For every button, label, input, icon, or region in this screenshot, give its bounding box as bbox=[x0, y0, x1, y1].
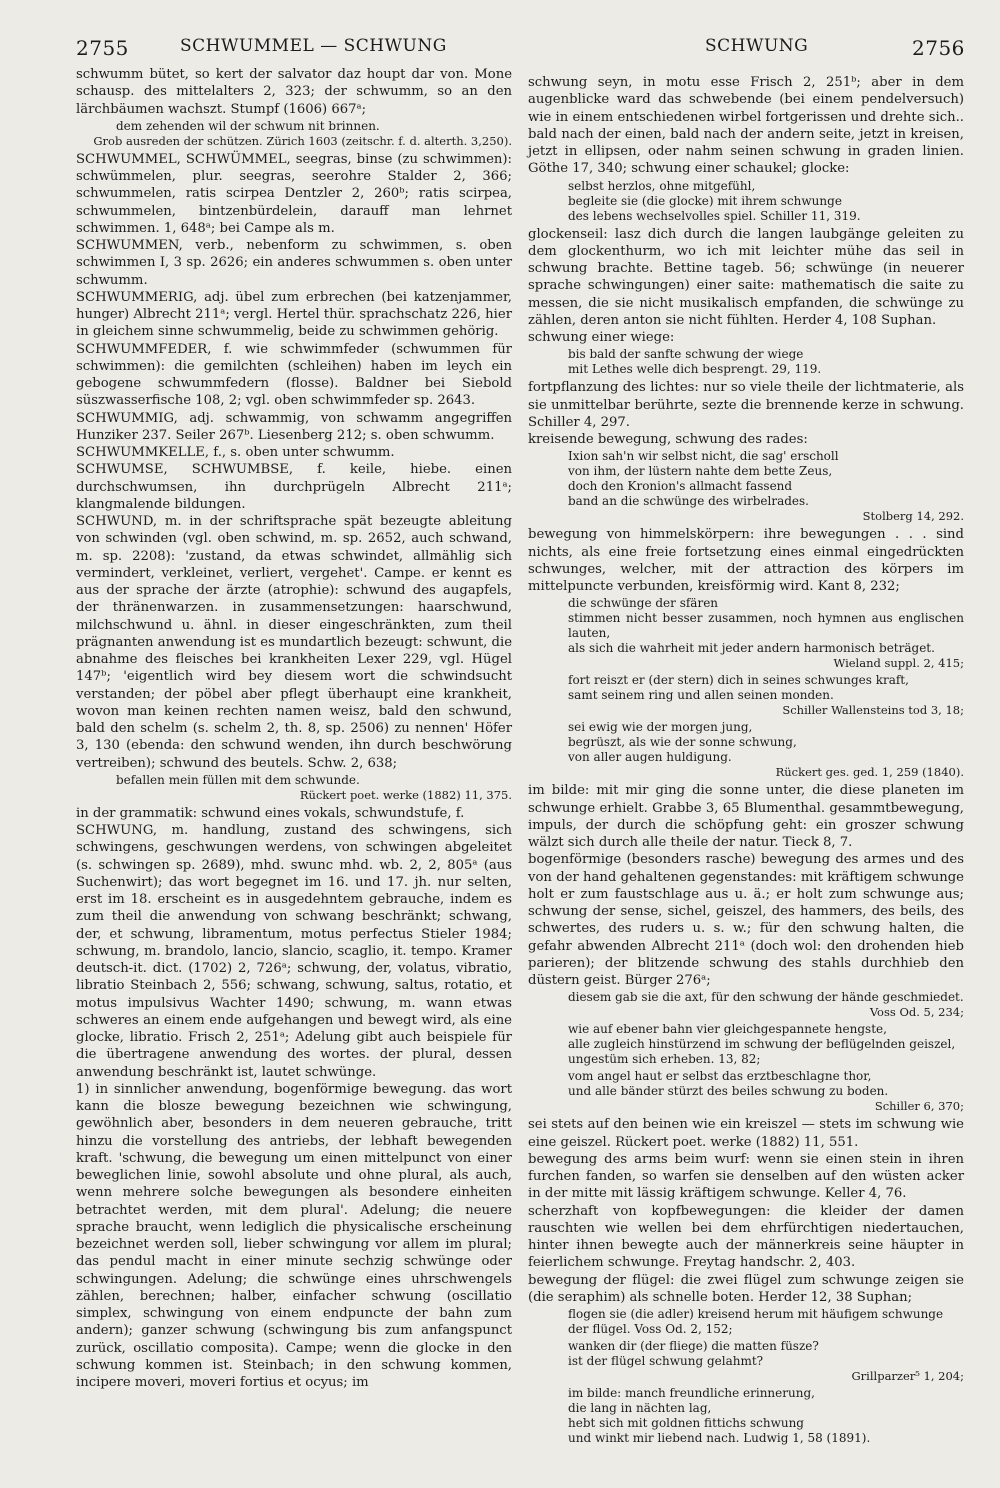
quotation bbox=[528, 673, 964, 718]
quotation-source: Rückert ges. ged. 1, 259 (1840). bbox=[775, 765, 964, 780]
quotation bbox=[76, 119, 512, 149]
quotation-source: Voss Od. 5, 234; bbox=[869, 1005, 964, 1020]
quotation bbox=[76, 773, 512, 803]
quotation bbox=[528, 347, 964, 377]
quotation-line: doch den Kronion's allmacht fassend bbox=[568, 479, 793, 494]
quotation-source: Schiller Wallensteins tod 3, 18; bbox=[782, 703, 964, 718]
quotation-source: Wieland suppl. 2, 415; bbox=[833, 656, 964, 671]
quotation-line: befallen mein füllen mit dem schwunde. bbox=[116, 772, 360, 787]
left-running-head: SCHWUMMEL — SCHWUNG bbox=[180, 36, 447, 56]
quotation-line: Ixion sah'n wir selbst nicht, die sag' erscholl bbox=[568, 449, 839, 464]
quotation-line: hebt sich mit goldnen fittichs schwung bbox=[568, 1416, 804, 1430]
text-paragraph: sei stets auf den beinen wie ein kreiszel — stets im schwung wie eine geiszel. Rückert poet. werke (1882) 11, 551. bbox=[528, 1117, 964, 1150]
right-running-head: SCHWUNG bbox=[705, 36, 809, 56]
quotation-line: und winkt mir liebend nach. Ludwig 1, 58 (1891). bbox=[568, 1431, 871, 1445]
quotation bbox=[528, 990, 964, 1020]
quotation-line: stimmen nicht besser zusammen, noch hymnen aus englischen lauten, bbox=[568, 611, 964, 641]
entry-paragraph: SCHWUND, m. in der schriftsprache spät bezeugte ableitung von schwinden (vgl. oben schwind, m. sp. 2652, auch schwand, m. sp. 2208): 'zustand, da etwas schwindet, allmählig sich vermindert, verkleinet, verliert, vergehet'. Campe. er kennt es aus der sprache der ärzte (atrophie): schwund des augapfels, der thränenwarzen. in zusammensetzungen: haarschwund, milchschwund u. ähnl. in dieser eingeschränkten, zum theil prägnanten anwendung ist es mundartlich bezeugt: schwunt, die abnahme des fleisches bei krankheiten Lexer 229, vgl. Hügel 147ᵇ; 'eigentlich wird bey diesem wort die schwindsucht verstanden; der pöbel aber pflegt überhaupt eine krankheit, wovon man keinen rechten namen weisz, bald den schwund, bald den schelm (s. schelm 2, th. 8, sp. 2506) zu nennen' Höfer 3, 130 (ebenda: den schwund wenden, ihn durch beschwörung vertreiben); schwund des beutels. Schw. 2, 638; bbox=[76, 514, 512, 771]
text-paragraph: bogenförmige (besonders rasche) bewegung des armes und des von der hand gehaltenen gegenstandes: mit kräftigem schwunge holt er zum faustschlage aus u. ä.; er holt zum schwunge aus; schwung der sense, sichel, geiszel, des hammers, des beils, des schwertes, des ruders u. s. w.; für den schwung halten, die gefahr abwenden Albrecht 211ᵃ (doch wol: den drohenden hieb parieren); der blitzende schwung des stahls durchhieb den düstern geist. Bürger 276ᵃ; bbox=[528, 852, 964, 988]
quotation bbox=[528, 596, 964, 671]
quotation-line: selbst herzlos, ohne mitgefühl, bbox=[568, 178, 756, 193]
quotation-line: begrüszt, als wie der sonne schwung, bbox=[568, 735, 797, 750]
quotation-line: diesem gab sie die axt, für den schwung der hände geschmiedet. bbox=[568, 990, 964, 1005]
entry-paragraph: SCHWUNG, m. handlung, zustand des schwingens, sich schwingens, geschwungen werdens, von schwingen abgeleitet (s. schwingen sp. 2689), mhd. swunc mhd. wb. 2, 2, 805ᵃ (aus Suchenwirt); das wort begegnet im 16. und 17. jh. nur selten, erst im 18. erscheint es in ausgedehntem gebrauche, indem es zum theil die anwendung von schwang beschränkt; schwang, der, et schwung, libramentum, motus perfectus Stieler 1984; schwung, m. brandolo, lancio, slancio, scaglio, it. tempo. Kramer deutsch-it. dict. (1702) 2, 726ᵃ; schwung, der, volatus, vibratio, libratio Steinbach 2, 556; schwang, schwung, saltus, rotatio, et motus impulsivus Wachter 1490; schwung, m. wann etwas schweres an einem ende aufgehangen und bewegt wird, als eine glocke, libratio. Frisch 2, 251ᵃ; Adelung gibt auch beispiele für die übertragene anwendung des wortes. der plural, dessen anwendung beschränkt ist, lautet schwünge. bbox=[76, 823, 512, 1080]
right-column bbox=[528, 74, 964, 1448]
text-paragraph: bewegung des arms beim wurf: wenn sie einen stein in ihren furchen fanden, so warfen sie denselben auf den wüsten acker in der mitte mit lässig kräftigem schwunge. Keller 4, 76. bbox=[528, 1151, 964, 1202]
text-paragraph: schwumm bütet, so kert der salvator daz houpt dar von. Mone schausp. des mittelalters 2, 323; der schwumm, so an den lärchbäumen wachszt. Stumpf (1606) 667ᵃ; bbox=[76, 67, 512, 117]
entry-paragraph: SCHWUMMFEDER, f. wie schwimmfeder (schwummen für schwimmen): die gemilchten (schleihen) haben im leych ein gebogene schwummfedern (flosse). Baldner bei Siebold süszwasserfische 108, 2; vgl. oben schwimmfeder sp. 2643. bbox=[76, 341, 512, 409]
quotation bbox=[528, 1069, 964, 1114]
quotation-line: mit Lethes welle dich besprengt. 29, 119. bbox=[568, 362, 822, 377]
quotation-line: von ihm, der lüstern nahte dem bette Zeus, bbox=[568, 464, 833, 479]
quotation-line: ungestüm sich erheben. 13, 82; bbox=[568, 1052, 761, 1067]
quotation-line: als sich die wahrheit mit jeder andern harmonisch beträget. bbox=[568, 641, 935, 656]
quotation-source: Rückert poet. werke (1882) 11, 375. bbox=[299, 787, 512, 802]
quotation-line: vom angel haut er selbst das erztbeschlagne thor, bbox=[568, 1069, 872, 1084]
text-paragraph: schwung seyn, in motu esse Frisch 2, 251ᵇ; aber in dem augenblicke ward das schwebende (bei einem pendelversuch) wie in einem entschiedenen wirbel fortgerissen und drehte sich.. bald nach der einen, bald nach der andern seite, jetzt in kreisen, jetzt in ellipsen, oder nahm seinen schwung in graden linien. Göthe 17, 340; schwung einer schaukel; glocke: bbox=[528, 75, 964, 177]
text-paragraph: in der grammatik: schwund eines vokals, schwundstufe, f. bbox=[76, 805, 465, 821]
quotation-line: ist der flügel schwung gelahmt? bbox=[568, 1354, 764, 1368]
quotation-line: und alle bänder stürzt des beiles schwung zu boden. bbox=[568, 1084, 889, 1099]
quotation-line: wanken dir (der fliege) die matten füsze? bbox=[568, 1339, 819, 1353]
entry-paragraph: SCHWUMMKELLE, f., s. oben unter schwumm. bbox=[76, 445, 395, 460]
quotation-line: dem zehenden wil der schwum nit brinnen. bbox=[116, 118, 380, 133]
quotation-line: im bilde: manch freundliche erinnerung, bbox=[568, 1386, 815, 1400]
quotation-source: Stolberg 14, 292. bbox=[862, 509, 964, 524]
quotation-line: flogen sie (die adler) kreisend herum mit häufigem schwunge bbox=[568, 1307, 944, 1321]
entry-paragraph: SCHWUMSE, SCHWUMBSE, f. keile, hiebe. einen durchschwumsen, ihn durchprügeln Albrecht 211ᵃ; klangmalende bildungen. bbox=[76, 462, 512, 512]
quotation-source: Grob ausreden der schützen. Zürich 1603 (zeitschr. f. d. alterth. 3,250). bbox=[93, 133, 512, 148]
quotation-line: band an die schwünge des wirbelrades. bbox=[568, 494, 809, 509]
quotation bbox=[528, 1022, 964, 1067]
text-paragraph: 1) in sinnlicher anwendung, bogenförmige bewegung. das wort kann die blosze bewegung bezeichnen wie schwingung, gewöhnlich aber, besonders in dem neueren gebrauche, tritt hinzu die vorstellung des antriebs, der lebhaft bewegenden kraft. 'schwung, die bewegung um einen mittelpunct von einer beweglichen linie, sowohl absolute und ohne plural, als auch, wenn mehrere solche bewegungen als besondere einheiten betrachtet werden, mit dem plural'. Adelung; die neuere sprache braucht, wenn lediglich die physicalische erscheinung bezeichnet werden soll, lieber schwingung vor allem im plural; das pendul macht in einer minute sechzig schwünge oder schwingungen. Adelung; die schwünge eines uhrschwengels zählen, berechnen; halber, einfacher schwung (oscillatio simplex, schwingung von einem endpuncte der bahn zum andern); ganzer schwung (schwingung bis zum anfangspunct zurück, oscillatio composita). Campe; wenn die glocke in den schwung kommen ist. Steinbach; in den schwung kommen, incipere moveri, moveri fortius et ocyus; im bbox=[76, 1081, 512, 1390]
quotation bbox=[528, 720, 964, 780]
quotation bbox=[528, 449, 964, 524]
text-paragraph: bewegung von himmelskörpern: ihre bewegungen . . . sind nichts, als eine freie fortsetzung eines einmal eingedrückten schwunges, welcher, mit der attraction des körpers im mittelpuncte verbunden, kreisförmig wird. Kant 8, 232; bbox=[528, 527, 964, 594]
text-paragraph: scherzhaft von kopfbewegungen: die kleider der damen rauschten wie wellen bei dem ehrfürchtigen niedertauchen, hinter ihnen bewegte auch der männerkreis seine häupter in feierlichem schwunge. Freytag handschr. 2, 403. bbox=[528, 1203, 964, 1271]
quotation-line: alle zugleich hinstürzend im schwung der beflügelnden geiszel, bbox=[568, 1037, 956, 1052]
quotation bbox=[528, 1307, 964, 1337]
quotation-line: von aller augen huldigung. bbox=[568, 750, 732, 765]
text-paragraph: kreisende bewegung, schwung des rades: bbox=[528, 432, 808, 447]
quotation bbox=[528, 1386, 964, 1446]
text-paragraph: bewegung der flügel: die zwei flügel zum schwunge zeigen sie (die seraphim) als schnelle boten. Herder 12, 38 Suphan; bbox=[528, 1272, 964, 1305]
quotation-source: Grillparzer⁵ 1, 204; bbox=[851, 1369, 964, 1383]
entry-paragraph: SCHWUMMEL, SCHWÜMMEL, seegras, binse (zu schwimmen): schwümmelen, plur. seegras, seerohre Stalder 2, 366; schwummelen, ratis scirpea Dentzler 2, 260ᵇ; ratis scirpea, schwummelen, bintzenbürdelein, darauff man lehrnet schwimmen. 1, 648ᵃ; bei Campe als m. bbox=[76, 151, 512, 236]
quotation-line: sei ewig wie der morgen jung, bbox=[568, 720, 753, 735]
quotation-line: die schwünge der sfären bbox=[568, 596, 719, 611]
text-paragraph: glockenseil: lasz dich durch die langen laubgänge geleiten zu dem glockenthurm, wo ich mit leichter mühe das seil in schwung brachte. Bettine tageb. 56; schwünge (in neuerer sprache schwingungen) einer saite: mathematisch die saite zu messen, die sie nicht musikalisch empfanden, die schwünge zu zählen, deren anton sie nicht fühlten. Herder 4, 108 Suphan. bbox=[528, 226, 964, 328]
text-paragraph: fortpflanzung des lichtes: nur so viele theile der lichtmaterie, als sie unmittelbar berührte, sezte die brennende kerze in schwung. Schiller 4, 297. bbox=[528, 380, 964, 430]
quotation-line: begleite sie (die glocke) mit ihrem schwunge bbox=[568, 193, 842, 208]
quotation-line: bis bald der sanfte schwung der wiege bbox=[568, 347, 804, 362]
entry-paragraph: SCHWUMMIG, adj. schwammig, von schwamm angegriffen Hunziker 237. Seiler 267ᵇ. Liesenberg 212; s. oben schwumm. bbox=[76, 410, 512, 443]
quotation-line: samt seinem ring und allen seinen monden. bbox=[568, 688, 834, 703]
quotation-line: der flügel. Voss Od. 2, 152; bbox=[568, 1322, 733, 1336]
quotation-line: fort reiszt er (der stern) dich in seines schwunges kraft, bbox=[568, 673, 909, 688]
left-column bbox=[76, 66, 512, 1391]
quotation-source: Schiller 6, 370; bbox=[874, 1099, 964, 1114]
quotation bbox=[528, 179, 964, 224]
quotation-line: die lang in nächten lag, bbox=[568, 1401, 712, 1415]
text-paragraph: im bilde: mit mir ging die sonne unter, die diese planeten im schwunge erhielt. Grabbe 3, 65 Blumenthal. gesammtbewegung, impuls, der durch die schöpfung geht: ein groszer schwung wälzt sich durch alle theile der natur. Tieck 8, 7. bbox=[528, 783, 964, 850]
quotation-line: wie auf ebener bahn vier gleichgespannete hengste, bbox=[568, 1022, 887, 1037]
entry-paragraph: SCHWUMMEN, verb., nebenform zu schwimmen, s. oben schwimmen I, 3 sp. 2626; ein anderes schwummen s. oben unter schwumm. bbox=[76, 238, 512, 288]
left-page-number: 2755 bbox=[76, 36, 129, 60]
entry-paragraph: SCHWUMMERIG, adj. übel zum erbrechen (bei katzenjammer, hunger) Albrecht 211ᵃ; vergl. Hertel thür. sprachschatz 226, hier in gleichem sinne schwummelig, beide zu schwimmen gehörig. bbox=[76, 289, 512, 340]
text-paragraph: schwung einer wiege: bbox=[528, 330, 675, 345]
right-page-number: 2756 bbox=[912, 36, 965, 60]
quotation bbox=[528, 1339, 964, 1384]
quotation-line: des lebens wechselvolles spiel. Schiller 11, 319. bbox=[568, 208, 861, 223]
